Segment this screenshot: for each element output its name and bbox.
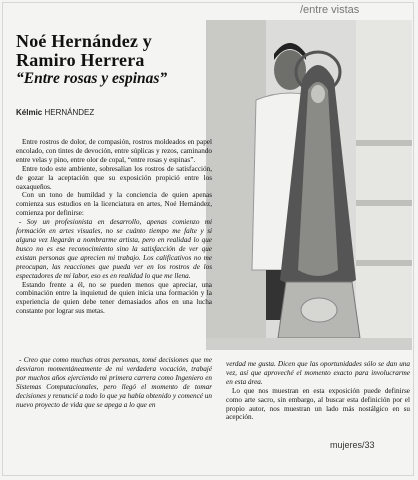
subtitle: “Entre rosas y espinas”	[16, 70, 168, 87]
section-label: /entre vistas	[300, 4, 360, 16]
photo-artist-with-sculpture	[206, 20, 412, 350]
quote-continuation: verdad me gusta. Dicen que las oportunidades sólo se dan una vez, así que aproveché el momento exacto para involucrarme en esta área.	[226, 360, 410, 386]
body-paragraph: Estando frente a él, no se pueden menos que apreciar, una combinación entre la inquietud de quien inicia una formación y la experiencia de quien debe tener demasiados años en una lucha constante por lograr sus metas.	[16, 280, 212, 316]
quote-paragraph: - Soy un profesionista en desarrollo, apenas comienzo mi formación en artes visuales, no se cuánto tiempo me falte y si alguna vez llegarán a nombrarme artista, pero en realidad lo que busco no es ese reconocimiento sino la satisfacción de ver que existan personas que aprecien mi trabajo. Los calificativos no me preocupan, las reacciones que pueda ver en los rostros de los espectadores de mi labor, eso es en realidad lo que me llena.	[16, 218, 212, 280]
byline-first-name: Kélmic	[16, 108, 43, 117]
quote-paragraph: - Creo que como muchas otras personas, tomé decisiones que me desviaron momentáneamente de mi verdadera vocación, trabajé por muchos años ejerciendo mi primera carrera como Ingeniero en Sistemas Computacionales, pero llegó el momento de tomar decisiones y renuncié a todo lo que ya había obtenido y comencé un nuevo proyecto de vida que se apega a lo que en	[16, 356, 212, 409]
byline	[16, 108, 94, 117]
body-paragraph: Entre rostros de dolor, de compasión, rostros moldeados en papel encolado, con tintes de devoción, entre súplicas y rezos, caminando entre velas y pino, entre olor de copal, “entre rosas y espinas”.	[16, 138, 212, 164]
title-line-1: Noé Hernández y	[16, 31, 152, 51]
photo-illustration	[206, 20, 412, 350]
article-body-lower-left	[16, 356, 212, 409]
body-paragraph: Con un tono de humildad y la conciencia de quien apenas comienza sus estudios en la licenciatura en artes, Noé Hernández, comienza por definirse:	[16, 191, 212, 218]
title-line-2: Ramiro Herrera	[16, 50, 145, 70]
body-paragraph: Entre todo este ambiente, sobresalían los rostros de satisfacción, de gozar la aceptación que su exposición propició entre los oaxaqueños.	[16, 164, 212, 191]
article-body	[16, 138, 212, 316]
headline-block	[16, 32, 208, 87]
article-body-lower-right	[226, 360, 410, 422]
page-footer: mujeres/33	[330, 440, 375, 450]
byline-last-name: HERNÁNDEZ	[42, 108, 95, 117]
closing-paragraph: Lo que nos muestran en esta exposición puede definirse como arte sacro, sin embargo, al buscar esta definición por el propio autor, nos muestran un lado más nostálgico en su acepción.	[226, 386, 410, 422]
